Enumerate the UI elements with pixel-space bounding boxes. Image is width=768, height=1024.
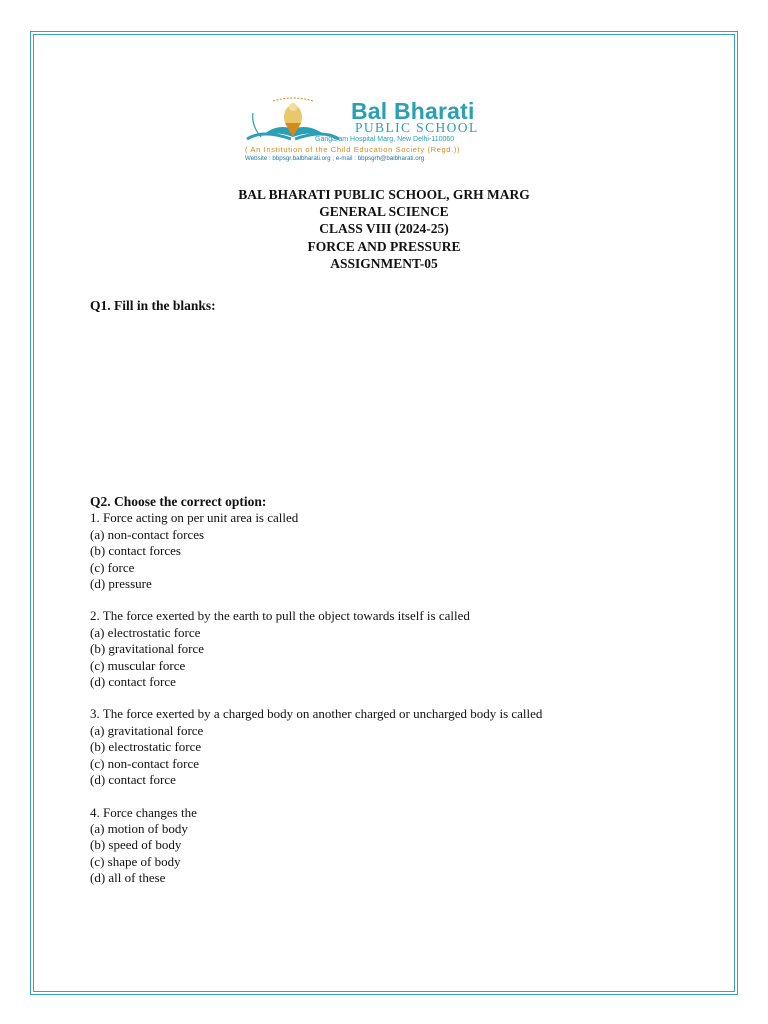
question-2 — [90, 494, 710, 903]
mcq-option: (c) muscular force — [90, 657, 186, 673]
header-subject: GENERAL SCIENCE — [319, 204, 449, 220]
mcq-option: (b) gravitational force — [90, 641, 205, 657]
header-topic: FORCE AND PRESSURE — [307, 238, 461, 254]
mcq-item — [90, 706, 710, 788]
mcq-option: (a) motion of body — [90, 820, 188, 836]
mcq-option: (a) gravitational force — [90, 722, 204, 738]
mcq-option: (b) contact forces — [90, 543, 181, 559]
logo-school-subtitle: PUBLIC SCHOOL — [355, 120, 479, 135]
logo-address: Gangaram Hospital Marg, New Delhi-110060 — [315, 136, 455, 143]
logo-institution: ( An Institution of the Child Education Society (Regd.)) — [245, 145, 461, 154]
logo-school-name: Bal Bharati — [351, 98, 475, 124]
question-2-title: Q2. Choose the correct option: — [90, 494, 267, 509]
mcq-item — [90, 608, 710, 690]
school-logo — [243, 95, 533, 167]
question-1-title: Q1. Fill in the blanks: — [90, 298, 216, 313]
mcq-option: (b) speed of body — [90, 837, 182, 853]
mcq-option: (a) non-contact forces — [90, 526, 205, 542]
mcq-question: 4. Force changes the — [90, 804, 197, 820]
document-header — [0, 186, 768, 272]
mcq-option: (d) contact force — [90, 674, 176, 690]
mcq-option: (c) non-contact force — [90, 755, 199, 771]
mcq-option: (d) pressure — [90, 576, 152, 592]
mcq-option: (d) all of these — [90, 870, 166, 886]
mcq-option: (c) force — [90, 559, 135, 575]
mcq-option: (c) shape of body — [90, 853, 181, 869]
mcq-option: (d) contact force — [90, 772, 176, 788]
mcq-item — [90, 805, 710, 887]
mcq-question: 3. The force exerted by a charged body on another charged or uncharged body is called — [90, 706, 543, 722]
mcq-item — [90, 510, 710, 592]
header-assignment: ASSIGNMENT-05 — [330, 255, 438, 271]
mcq-question: 2. The force exerted by the earth to pull the object towards itself is called — [90, 608, 470, 624]
mcq-option: (b) electrostatic force — [90, 739, 202, 755]
mcq-option: (a) electrostatic force — [90, 624, 201, 640]
mcq-question: 1. Force acting on per unit area is called — [90, 510, 299, 526]
question-1 — [90, 298, 710, 314]
logo-website: Website : bbpsgr.balbharati.org ; e-mail : bbpsgrh@balbharati.org — [245, 155, 425, 162]
header-school: BAL BHARATI PUBLIC SCHOOL, GRH MARG — [238, 187, 530, 202]
header-class: CLASS VIII (2024-25) — [319, 221, 449, 237]
